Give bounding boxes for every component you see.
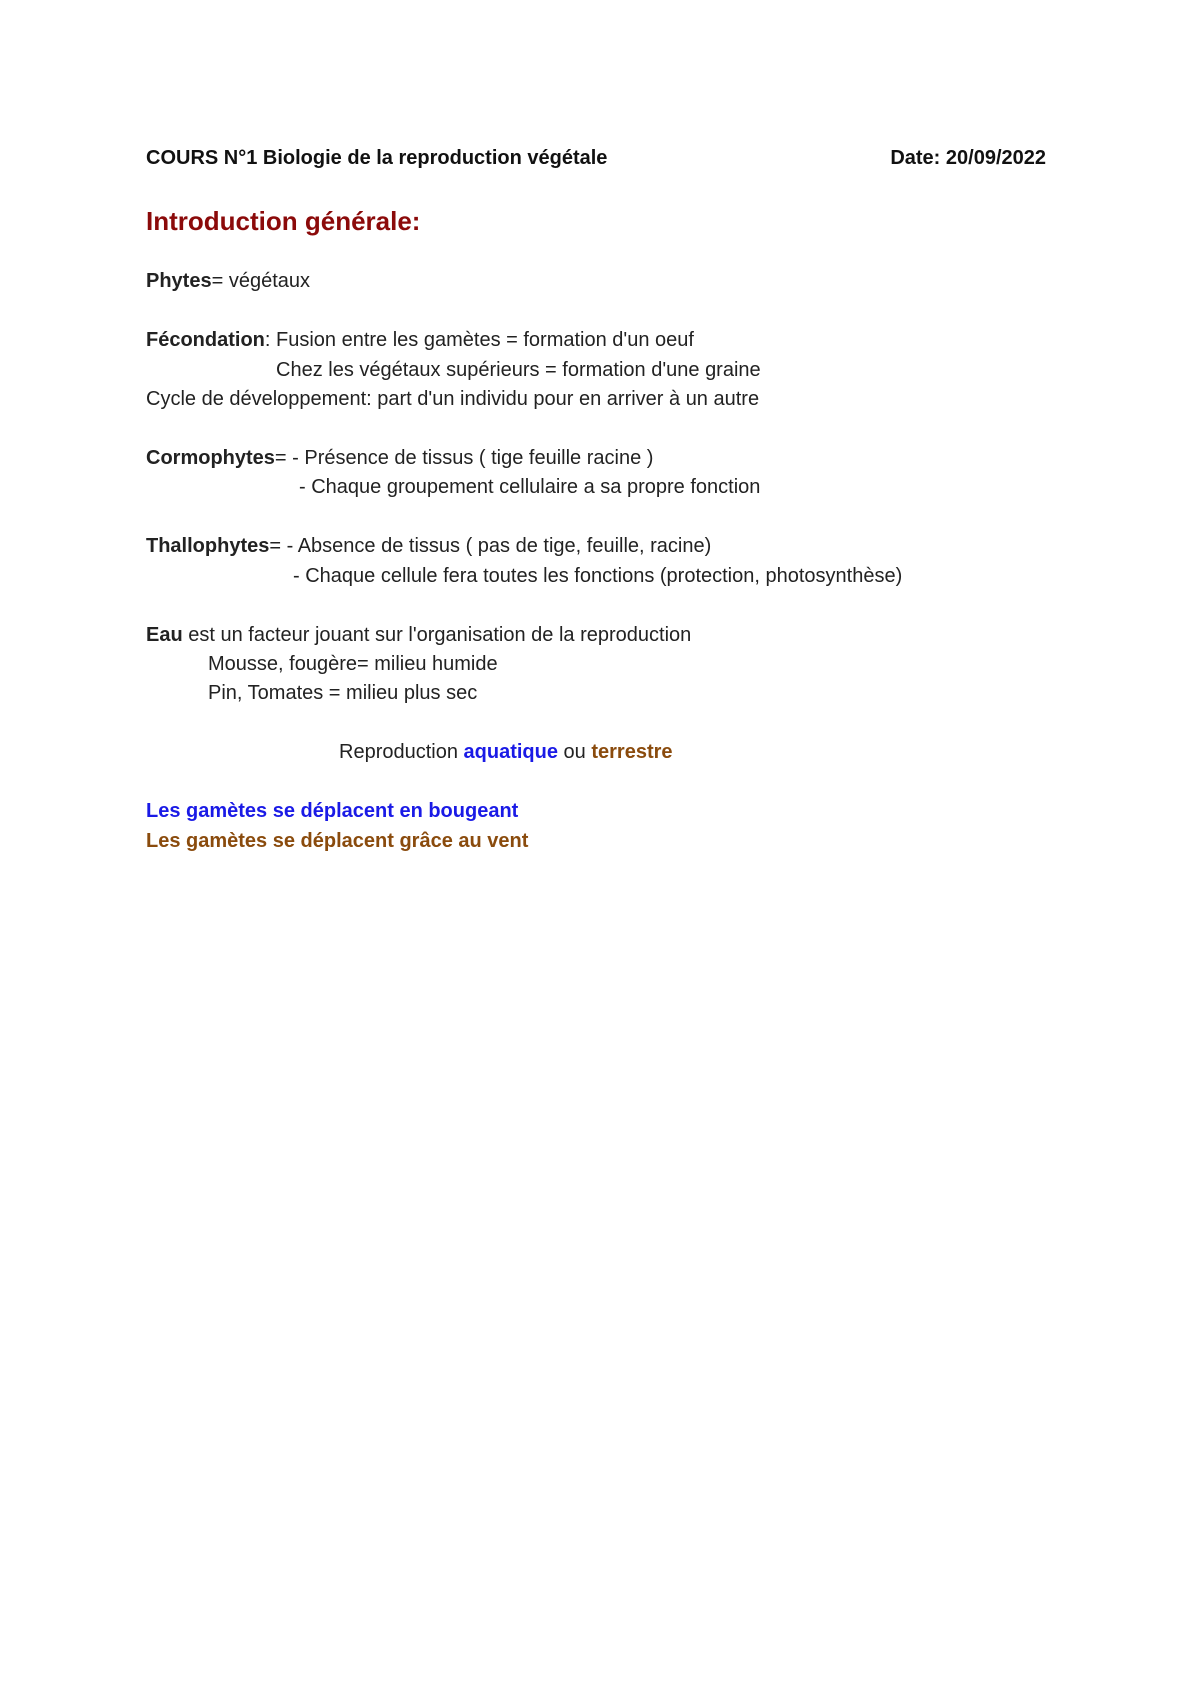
course-date: Date: 20/09/2022 (890, 147, 1046, 169)
cormophytes-def2: - Chaque groupement cellulaire a sa propre fonction (299, 476, 761, 498)
reproduction-terrestre: terrestre (591, 741, 673, 763)
gametes-terrestrial-line: Les gamètes se déplacent grâce au vent (146, 830, 529, 852)
eau-example-sec: Pin, Tomates = milieu plus sec (208, 682, 478, 704)
thallophytes-def1: = - Absence de tissus ( pas de tige, feuille, racine) (269, 535, 712, 557)
reproduction-line (339, 740, 673, 764)
fecondation-definition (146, 328, 694, 352)
gametes-aquatic-line: Les gamètes se déplacent en bougeant (146, 800, 519, 822)
thallophytes-def2: - Chaque cellule fera toutes les fonctions (protection, photosynthèse) (293, 565, 903, 587)
phytes-definition (146, 269, 310, 293)
cormophytes-definition (146, 446, 653, 470)
thallophytes-term: Thallophytes (146, 535, 270, 557)
eau-example-humide: Mousse, fougère= milieu humide (208, 653, 498, 675)
eau-term: Eau (146, 624, 183, 646)
fecondation-def: : Fusion entre les gamètes = formation d'un oeuf (264, 329, 694, 351)
thallophytes-definition (146, 534, 711, 558)
cormophytes-term: Cormophytes (146, 447, 275, 469)
cycle-definition: Cycle de développement: part d'un individu pour en arriver à un autre (146, 388, 760, 410)
phytes-def: = végétaux (211, 270, 311, 292)
reproduction-prefix: Reproduction (339, 741, 464, 763)
fecondation-term: Fécondation (146, 329, 265, 351)
phytes-term: Phytes (146, 270, 212, 292)
document-header (146, 146, 1046, 170)
cormophytes-def1: = - Présence de tissus ( tige feuille racine ) (274, 447, 654, 469)
reproduction-aquatique: aquatique (463, 741, 558, 763)
eau-definition (146, 623, 691, 647)
fecondation-line2: Chez les végétaux supérieurs = formation d'une graine (276, 359, 761, 381)
course-title: COURS N°1 Biologie de la reproduction végétale (146, 147, 608, 169)
section-title: Introduction générale: (146, 206, 421, 236)
eau-def: est un facteur jouant sur l'organisation de la reproduction (182, 624, 692, 646)
reproduction-ou: ou (557, 741, 592, 763)
